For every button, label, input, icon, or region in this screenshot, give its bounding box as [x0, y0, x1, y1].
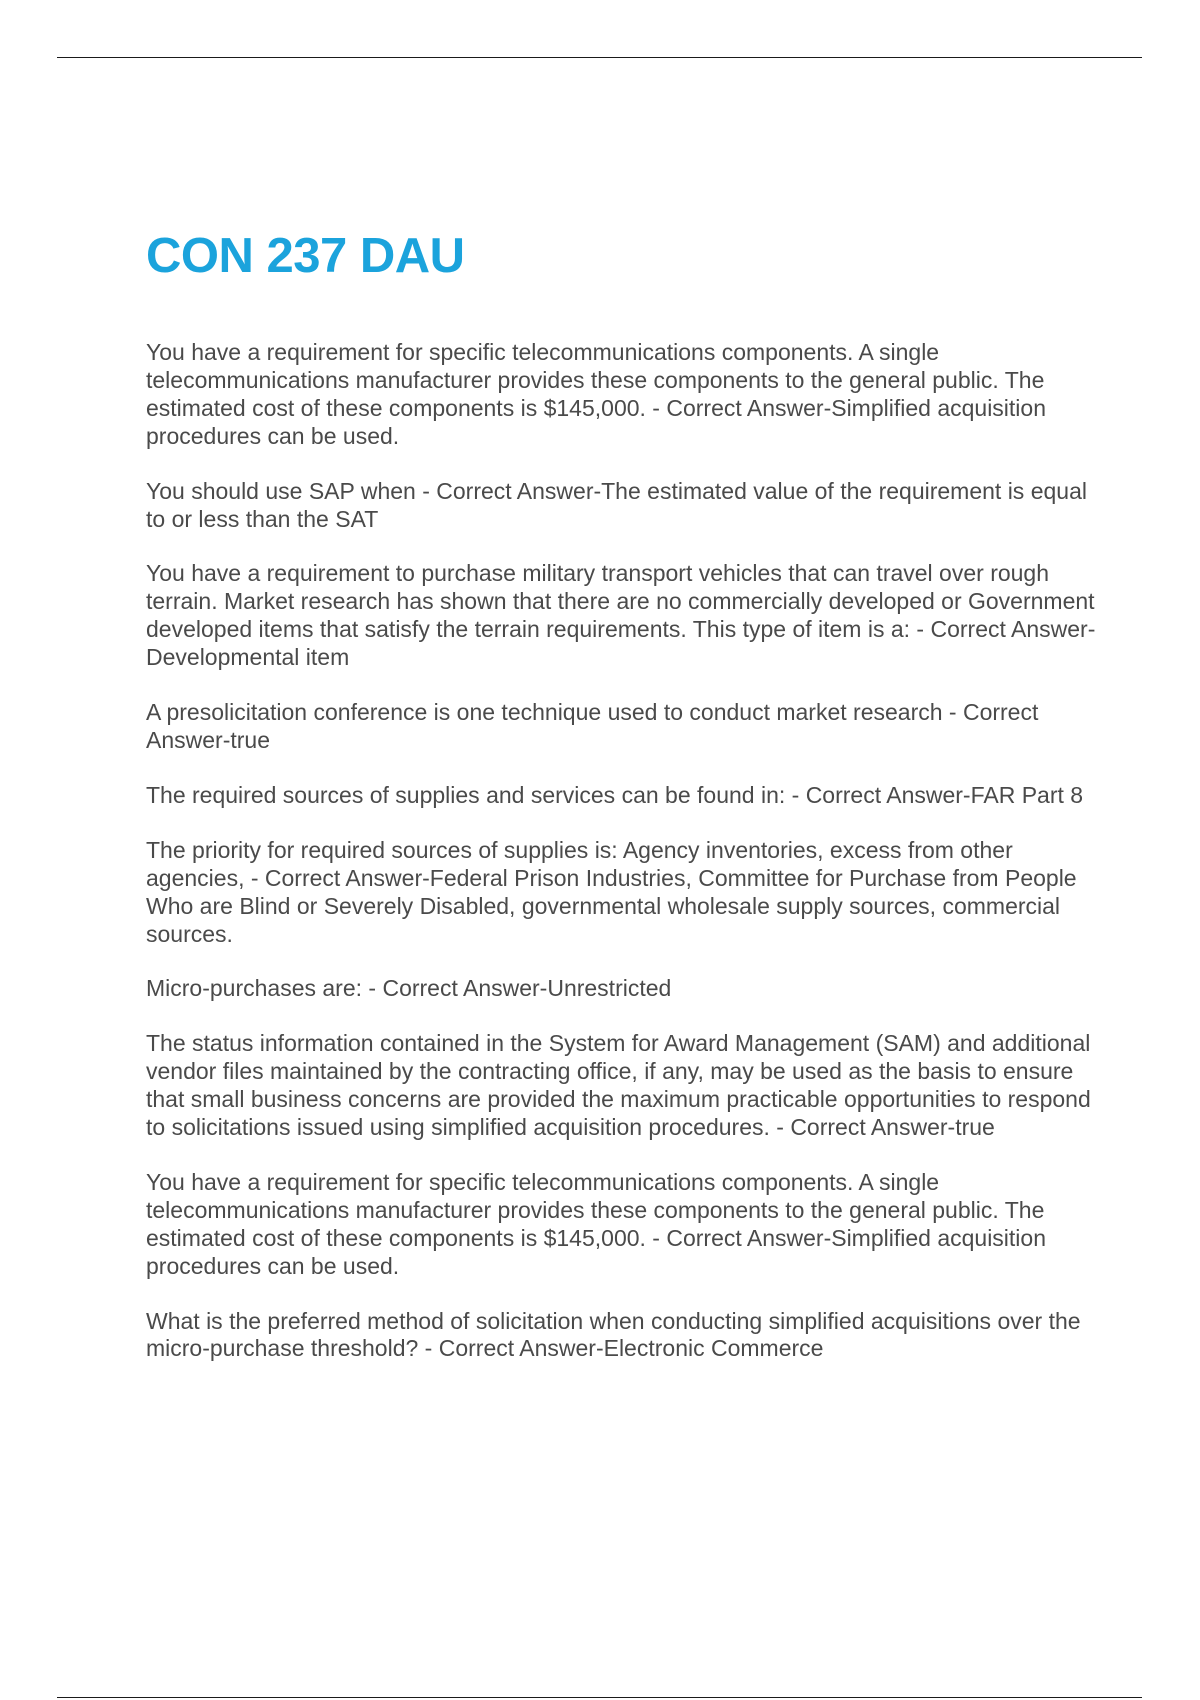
- qa-item: You have a requirement to purchase military transport vehicles that can travel over rough terrain. Market research has shown that there are no commercially developed or Government developed items that satisfy the terrain requirements. This type of item is a: - Correct Answer-Developmental item: [146, 560, 1096, 671]
- qa-item: You have a requirement for specific telecommunications components. A single telecommunications manufacturer provides these components to the general public. The estimated cost of these components is $145,000. - Correct Answer-Simplified acquisition procedures can be used.: [146, 339, 1046, 449]
- qa-item: The status information contained in the System for Award Management (SAM) and additional vendor files maintained by the contracting office, if any, may be used as the basis to ensure that small business concerns are provided the maximum practicable opportunities to respond to solicitations issued using simplified acquisition procedures. - Correct Answer-true: [146, 1030, 1091, 1141]
- qa-item: A presolicitation conference is one technique used to conduct market research - Correct Answer-true: [146, 699, 1039, 753]
- document-title: CON 237 DAU: [146, 229, 465, 283]
- qa-item: Micro-purchases are: - Correct Answer-Unrestricted: [146, 975, 672, 1002]
- qa-item: What is the preferred method of solicitation when conducting simplified acquisitions over the micro-purchase threshold? - Correct Answer-Electronic Commerce: [146, 1307, 1081, 1362]
- qa-item: You should use SAP when - Correct Answer-The estimated value of the requirement is equal to or less than the SAT: [146, 477, 1087, 532]
- qa-item: The priority for required sources of supplies is: Agency inventories, excess from other agencies, - Correct Answer-Federal Prison Industries, Committee for Purchase from People Who are Blind or Severely Disabled, governmental wholesale supply sources, commercial sources.: [146, 836, 1077, 947]
- qa-item: The required sources of supplies and services can be found in: - Correct Answer-FAR Part 8: [146, 781, 1084, 808]
- qa-item: You have a requirement for specific telecommunications components. A single telecommunications manufacturer provides these components to the general public. The estimated cost of these components is $145,000. - Correct Answer-Simplified acquisition procedures can be used.: [146, 1168, 1046, 1279]
- header-rule: [57, 57, 1142, 58]
- footer-rule: [57, 1697, 1142, 1698]
- qa-list: [146, 339, 1096, 1390]
